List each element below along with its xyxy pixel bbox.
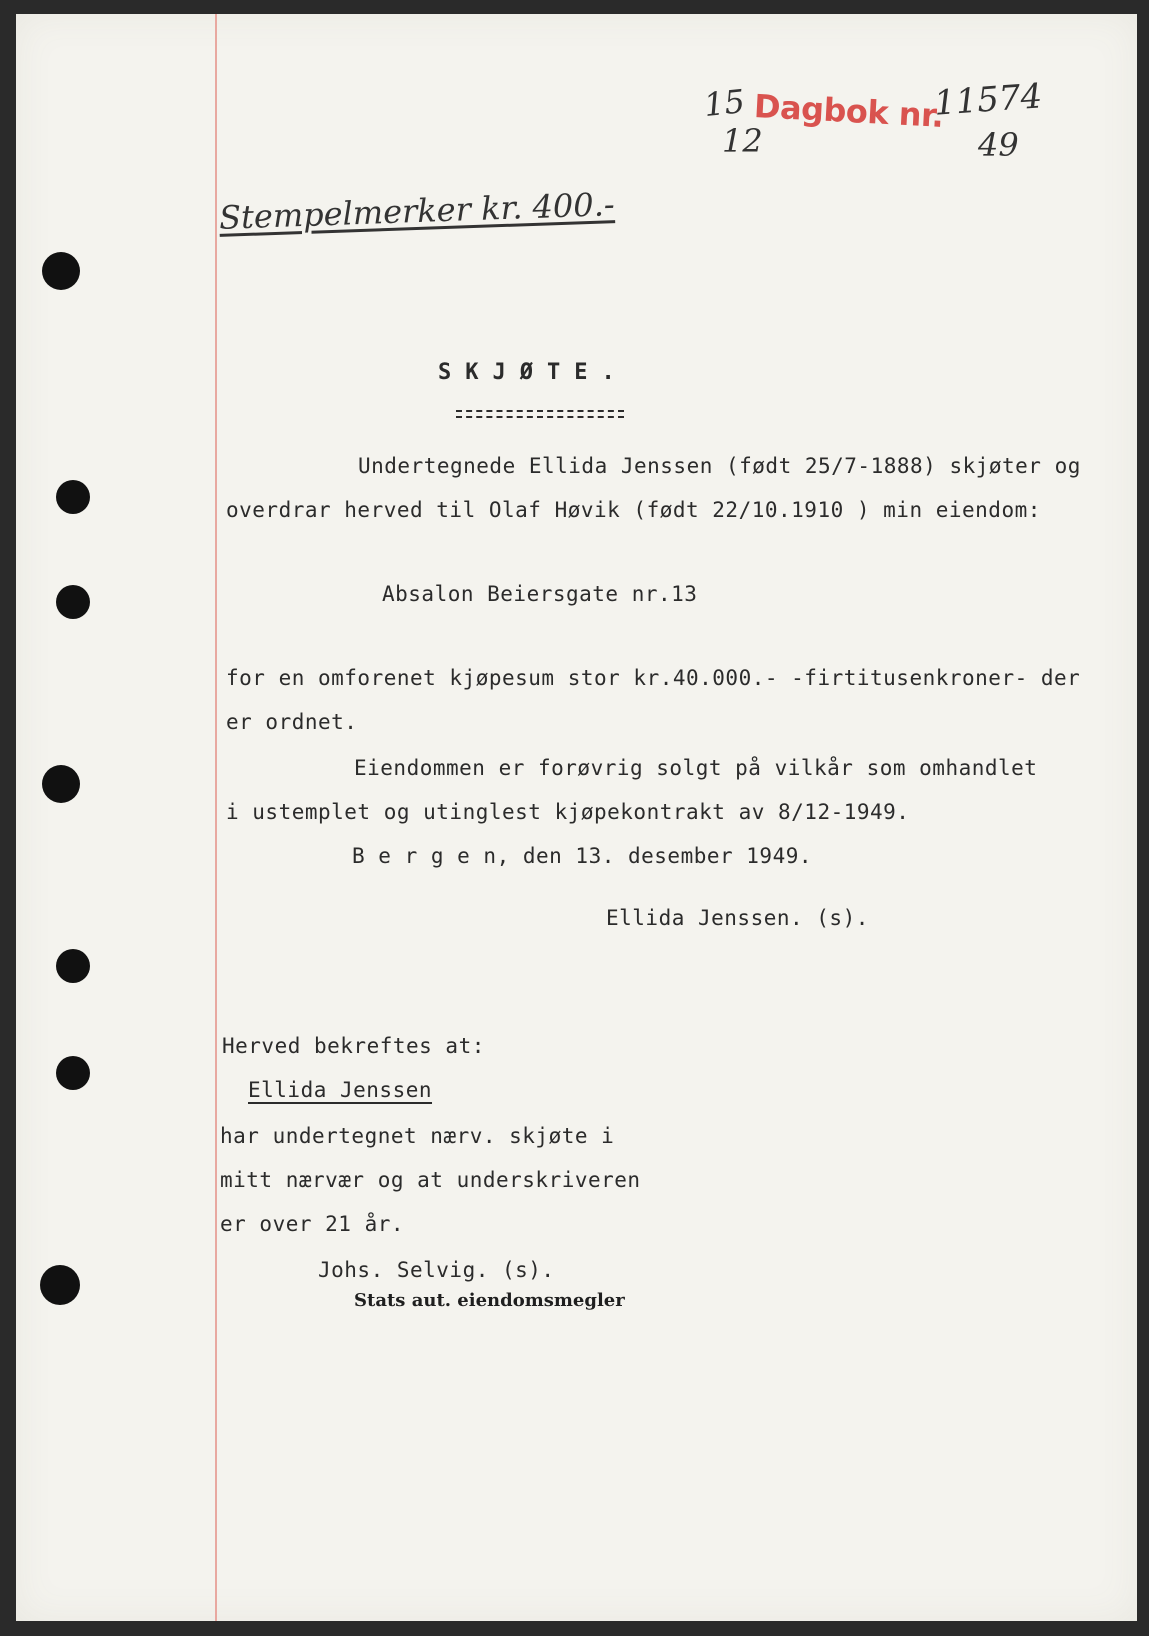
punch-hole — [42, 765, 80, 803]
broker-title-stamp: Stats aut. eiendomsmegler — [354, 1290, 625, 1311]
dagbok-number: 11574 — [932, 76, 1044, 124]
margin-rule — [215, 14, 217, 1621]
document-title: SKJØTE. — [438, 360, 629, 385]
witness-line-3: er over 21 år. — [220, 1212, 405, 1236]
seller-signature: Ellida Jenssen. (s). — [606, 906, 869, 930]
title-underline — [456, 410, 624, 418]
dagbok-date-top: 15 — [702, 81, 747, 125]
punch-hole — [56, 949, 90, 983]
document-page — [16, 14, 1137, 1621]
body-line-5: Eiendommen er forøvrig solgt på vilkår som omhandlet — [354, 756, 1038, 780]
witness-signature: Johs. Selvig. (s). — [318, 1258, 555, 1282]
body-line-2: overdrar herved til Olaf Høvik (født 22/10.1910 ) min eiendom: — [226, 498, 1041, 522]
body-line-4: er ordnet. — [226, 710, 358, 734]
dagbok-date-bottom: 12 — [722, 122, 763, 160]
property-address: Absalon Beiersgate nr.13 — [382, 582, 698, 606]
dagbok-year: 49 — [978, 126, 1019, 164]
punch-hole — [56, 480, 90, 514]
body-line-1: Undertegnede Ellida Jenssen (født 25/7-1888) skjøter og — [358, 454, 1081, 478]
place-date: B e r g e n, den 13. desember 1949. — [352, 844, 813, 868]
punch-hole — [56, 1056, 90, 1090]
body-line-6: i ustemplet og utinglest kjøpekontrakt av 8/12-1949. — [226, 800, 910, 824]
witness-line-2: mitt nærvær og at underskriveren — [220, 1168, 641, 1192]
body-line-3: for en omforenet kjøpesum stor kr.40.000.- -firtitusenkroner- der — [226, 666, 1081, 690]
witness-subject-name: Ellida Jenssen — [248, 1078, 433, 1102]
witness-intro: Herved bekreftes at: — [222, 1034, 485, 1058]
dagbok-stamp: Dagbok nr. — [753, 87, 945, 135]
punch-hole — [56, 585, 90, 619]
stamp-duty-note: Stempelmerker kr. 400.- — [218, 185, 616, 237]
witness-line-1: har undertegnet nærv. skjøte i — [220, 1124, 615, 1148]
punch-hole — [42, 252, 80, 290]
punch-hole — [40, 1265, 80, 1305]
